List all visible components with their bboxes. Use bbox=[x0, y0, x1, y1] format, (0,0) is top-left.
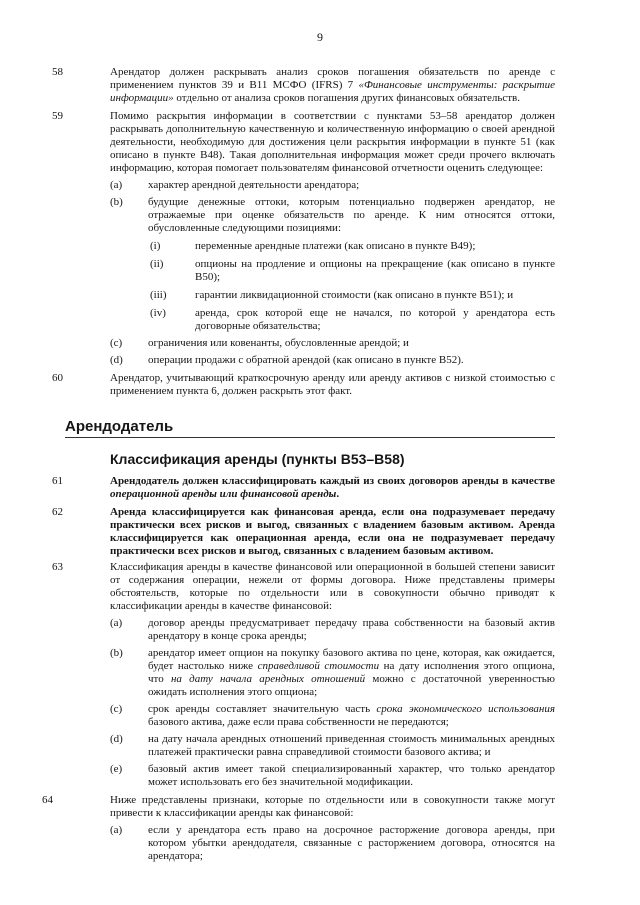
paragraph-text: Арендатор, учитывающий краткосрочную аренду или аренду активов с низкой стоимостью с применением пункта 6, должен раскрыть этот факт. bbox=[110, 372, 555, 397]
text-segment: отдельно от анализа сроков погашения других финансовых обязательств. bbox=[173, 92, 520, 104]
item-text bbox=[148, 703, 555, 729]
sub-item-label: (iv) bbox=[150, 307, 166, 319]
item-label: (c) bbox=[110, 337, 123, 349]
item-text: характер арендной деятельности арендатора; bbox=[148, 179, 360, 191]
sub-list-item bbox=[0, 307, 640, 333]
list-item bbox=[0, 733, 640, 759]
item-text bbox=[148, 647, 555, 699]
page-number: 9 bbox=[317, 30, 323, 44]
item-text: если у арендатора есть право на досрочное расторжение договора аренды, при котором убытки арендодателя, связанные с расторжением договора, относятся на арендатора; bbox=[148, 824, 555, 862]
section-heading-lessor: Арендодатель bbox=[65, 418, 555, 438]
item-label: (b) bbox=[110, 196, 123, 208]
list-item bbox=[0, 763, 640, 789]
text-segment: можно с достаточной уверенностью ожидать исполнения этого опциона; bbox=[148, 673, 555, 698]
item-text: операции продажи с обратной арендой (как описано в пункте B52). bbox=[148, 354, 464, 366]
sub-item-label: (iii) bbox=[150, 289, 167, 301]
paragraph-number: 62 bbox=[52, 506, 63, 518]
item-label: (a) bbox=[110, 179, 123, 191]
paragraph-62 bbox=[0, 506, 640, 558]
italic-citation: «Финансовые инструменты: раскрытие информации» bbox=[110, 79, 555, 104]
text-segment: Арендатор должен раскрывать анализ сроков погашения обязательств по аренде с применением пунктов 39 и B11 МСФО (IFRS) 7 bbox=[110, 66, 555, 91]
list-item bbox=[0, 179, 640, 192]
list-item bbox=[0, 617, 640, 643]
sub-item-text: гарантии ликвидационной стоимости (как описано в пункте B51); и bbox=[195, 289, 514, 301]
list-item bbox=[0, 824, 640, 863]
paragraph-text: Аренда классифицируется как финансовая аренда, если она подразумевает передачу практически всех рисков и выгод, связанных с владением базовым активом. Аренда классифицируется как операционная аренда, если она не подразумевает передачу практически всех рисков и выгод, связанных с владением базовым активом. bbox=[110, 506, 555, 557]
text-segment: базового актива, даже если права собственности не передаются; bbox=[148, 716, 449, 728]
text-segment: . bbox=[336, 488, 340, 500]
sub-list-item bbox=[0, 258, 640, 284]
paragraph-text: Помимо раскрытия информации в соответствии с пунктами 53–58 арендатор должен раскрывать дополнительную качественную и количественную информацию о своей арендной деятельности, необходимую для достижения цели раскрытия информации в пункте 51 (как описано в пункте B48). Такая дополнительная информация может среди прочего включать информацию, которая помогает пользователям финансовой отчетности оценить следующее: bbox=[110, 110, 555, 174]
list-item bbox=[0, 337, 640, 350]
item-label: (a) bbox=[110, 824, 123, 836]
text-segment: Арендодатель должен классифицировать каждый из своих договоров аренды в качестве bbox=[110, 475, 555, 487]
paragraph-number: 63 bbox=[52, 561, 63, 573]
sub-item-text: переменные арендные платежи (как описано в пункте B49); bbox=[195, 240, 476, 252]
list-item bbox=[0, 196, 640, 235]
paragraph-64 bbox=[0, 794, 640, 820]
list-item bbox=[0, 647, 640, 699]
paragraph-number: 58 bbox=[52, 66, 63, 78]
item-label: (b) bbox=[110, 647, 123, 659]
paragraph-number: 61 bbox=[52, 475, 63, 487]
sub-item-label: (i) bbox=[150, 240, 161, 252]
paragraph-58 bbox=[0, 66, 640, 105]
item-text: будущие денежные оттоки, которым потенциально подвержен арендатор, не отражаемые при оценке обязательств по аренде. К ним относятся оттоки, обусловленные следующими позициями: bbox=[148, 196, 555, 234]
paragraph-text bbox=[110, 475, 555, 501]
paragraph-number: 64 bbox=[42, 794, 53, 806]
paragraph-number: 59 bbox=[52, 110, 63, 122]
sub-item-text: опционы на продление и опционы на прекращение (как описано в пункте B50); bbox=[195, 258, 555, 283]
page-content bbox=[0, 66, 640, 863]
item-text: договор аренды предусматривает передачу права собственности на базовый актив арендатору в конце срока аренды; bbox=[148, 617, 555, 642]
item-label: (a) bbox=[110, 617, 123, 629]
paragraph-61 bbox=[0, 475, 640, 501]
italic-term: справедливой стоимости bbox=[257, 660, 380, 672]
item-label: (c) bbox=[110, 703, 123, 715]
sub-item-text: аренда, срок которой еще не начался, по которой у арендатора есть договорные обязательства; bbox=[195, 307, 555, 332]
paragraph-60 bbox=[0, 372, 640, 398]
paragraph-59 bbox=[0, 110, 640, 175]
paragraph-text bbox=[110, 66, 555, 105]
sub-list-item bbox=[0, 289, 640, 302]
sub-list-item bbox=[0, 240, 640, 253]
item-text: ограничения или ковенанты, обусловленные арендой; и bbox=[148, 337, 409, 349]
list-item bbox=[0, 354, 640, 367]
item-text: базовый актив имеет такой специализированный характер, что только арендатор может использовать его без значительной модификации. bbox=[148, 763, 555, 788]
italic-term: срока экономического использования bbox=[376, 703, 555, 715]
subsection-heading-classification: Классификация аренды (пункты B53–B58) bbox=[110, 451, 405, 467]
item-label: (d) bbox=[110, 354, 123, 366]
paragraph-63 bbox=[0, 561, 640, 613]
list-item bbox=[0, 703, 640, 729]
item-label: (e) bbox=[110, 763, 123, 775]
paragraph-text: Классификация аренды в качестве финансовой или операционной в большей степени зависит от содержания операции, нежели от формы договора. Ниже представлены примеры обстоятельств, которые по отдельности или в совокупности обычно приводят к классификации аренды в качестве финансовой: bbox=[110, 561, 555, 612]
italic-term: на дату начала арендных отношений bbox=[170, 673, 366, 685]
paragraph-text: Ниже представлены признаки, которые по отдельности или в совокупности также могут привести к классификации аренды как финансовой: bbox=[110, 794, 555, 819]
italic-term: операционной аренды или финансовой аренды bbox=[110, 488, 337, 500]
sub-item-label: (ii) bbox=[150, 258, 164, 270]
text-segment: срок аренды составляет значительную часть bbox=[148, 703, 377, 715]
paragraph-number: 60 bbox=[52, 372, 63, 384]
text-segment: на дату исполнения этого опциона, что bbox=[148, 660, 556, 685]
item-label: (d) bbox=[110, 733, 123, 745]
text-segment: арендатор имеет опцион на покупку базового актива по цене, которая, как ожидается, будет настолько ниже bbox=[148, 647, 555, 672]
item-text: на дату начала арендных отношений приведенная стоимость минимальных арендных платежей практически равна справедливой стоимости базового актива; и bbox=[148, 733, 555, 758]
